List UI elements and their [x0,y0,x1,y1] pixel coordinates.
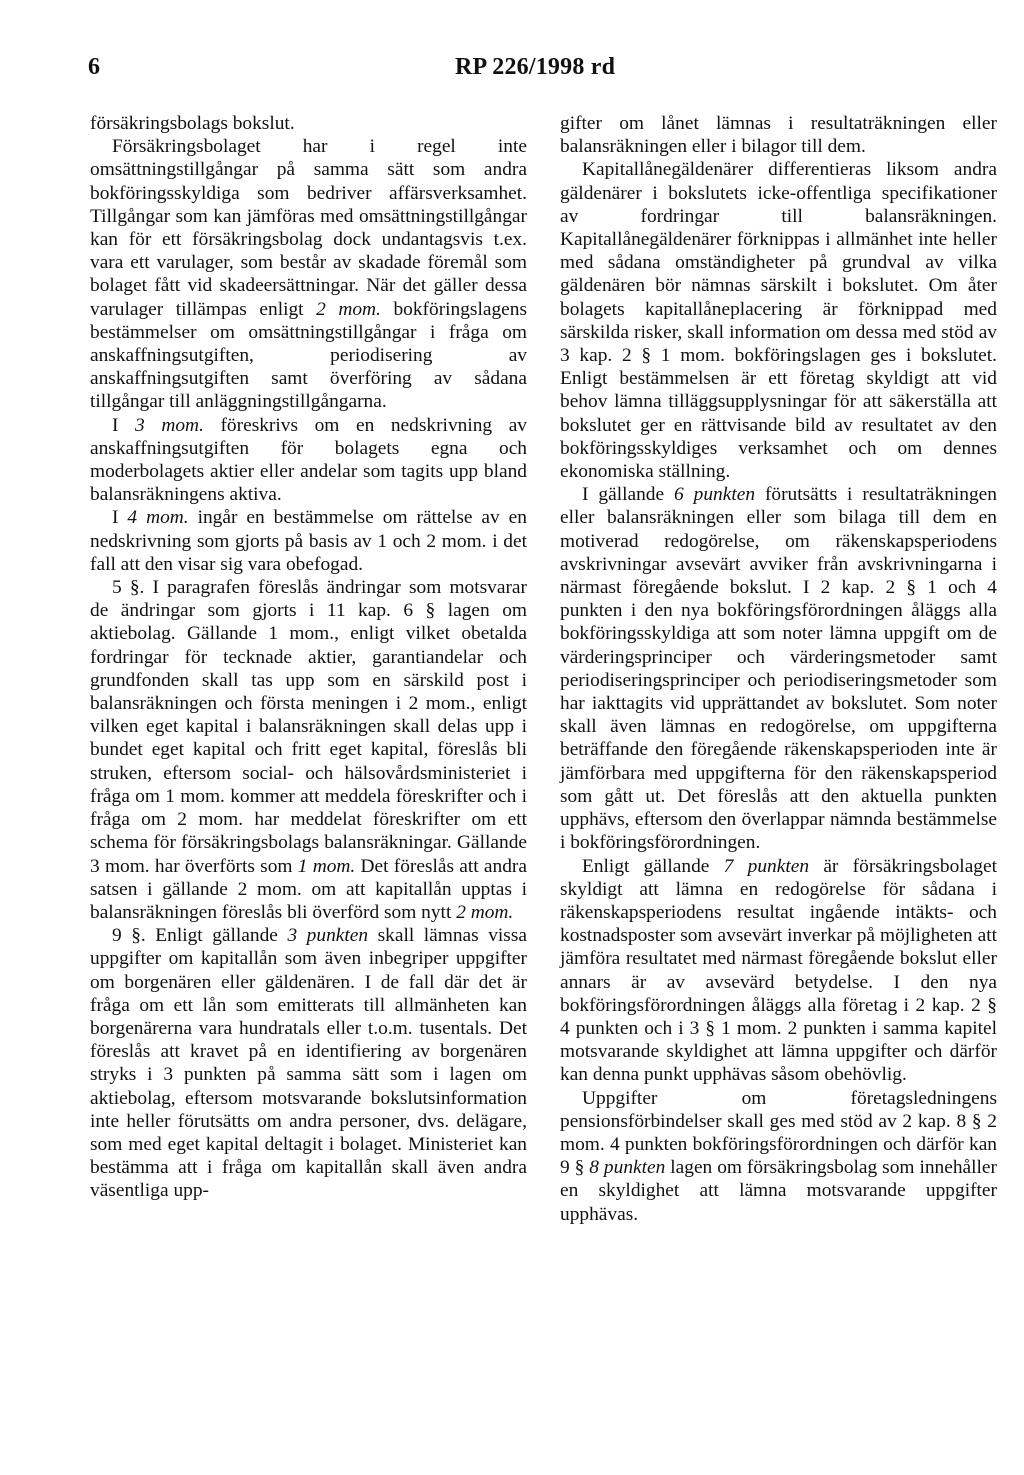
paragraph: gifter om lånet lämnas i resultaträkningen eller balansräkningen eller i bilagor till dem. [560,113,997,158]
paragraph: Försäkringsbolaget har i regel inte omsättningstillgångar på samma sätt som andra bokföringsskyldiga som bedriver affärsverksamhet. Tillgångar som kan jämföras med omsättningstillgångar kan för ett försäkringsbolag dock undantagsvis t.ex. vara ett varulager, som består av skadade föremål som bolaget fått vid skadeersättningar. När det gäller dessa varulager tillämpas enligt 2 mom. bokföringslagens bestämmelser om omsättningstillgångar i fråga om anskaffningsutgiften, periodisering av anskaffningsutgiften samt överföring av sådana tillgångar till anläggningstillgångarna. [90,136,528,413]
paragraph: Kapitallånegäldenärer differentieras liksom andra gäldenärer i bokslutets icke-offentliga specifikationer av fordringar till balansräkningen. Kapitallånegäldenärer förknippas i allmänhet inte heller med sådana omständigheter på grundval av vilka gäldenären bör nämnas särskilt i bokslutet. Om åter bolagets kapitallåneplacering är förknippad med särskilda risker, skall information om dessa med stöd av 3 kap. 2 § 1 mom. bokföringslagen ges i bokslutet. Enligt bestämmelsen är ett företag skyldigt att vid behov lämna tilläggsupplysningar för att säkerställa att bokslutet ger en rättvisande bild av resultatet av den bokföringsskyldiges verksamhet och om dennes ekonomiska ställning. [560,159,997,483]
paragraph: 9 §. Enligt gällande 3 punkten skall lämnas vissa uppgifter om kapitallån som även inbegriper uppgifter om borgenären eller gäldenären. I de fall där det är fråga om ett lån som emitterats till allmänheten kan borgenärerna vara hundratals eller t.o.m. tusentals. Det föreslås att kravet på en identifiering av borgenären stryks i 3 punkten på samma sätt som i lagen om aktiebolag, eftersom motsvarande bokslutsinformation inte heller förutsätts om andra personer, dvs. delägare, som med eget kapital deltagit i bolaget. Ministeriet kan bestämma att i fråga om kapitallån skall även andra väsentliga upp- [90,925,527,1202]
document-id: RP 226/1998 rd [455,54,616,80]
paragraph: 5 §. I paragrafen föreslås ändringar som motsvarar de ändringar som gjorts i 11 kap. 6 § lagen om aktiebolag. Gällande 1 mom., enligt vilket obetalda fordringar för tecknade aktier, garantiandelar och grundfonden skall tas upp som en särskild post i balansräkningen och första meningen i 2 mom., enligt vilken eget kapital i balansräkningen skall delas upp i bundet eget kapital och fritt eget kapital, föreslås bli struken, eftersom social- och hälsovårdsministeriet i fråga om 1 mom. kommer att meddela föreskrifter och i fråga om 2 mom. har meddelat föreskrifter om ett schema för försäkringsbolags balansräkningar. Gällande 3 mom. har överförts som 1 mom. Det föreslås att andra satsen i gällande 2 mom. om att kapitallån upptas i balansräkningen föreslås bli överförd som nytt 2 mom. [90,577,527,923]
paragraph: försäkringsbolags bokslut. [90,113,295,134]
left-column [90,112,527,1203]
paragraph: I 3 mom. föreskrivs om en nedskrivning av anskaffningsutgiften för bolagets egna och moderbolagets aktier eller andelar som tagits upp bland balansräkningens aktiva. [90,414,527,506]
paragraph: I gällande 6 punkten förutsätts i resultaträkningen eller balansräkningen eller som bilaga till dem en motiverad redogörelse, om räkenskapsperiodens avskrivningar avsevärt avviker från avskrivningarna i närmast föregående bokslut. I 2 kap. 2 § 1 och 4 punkten i den nya bokföringsförordningen åläggs alla bokföringsskyldiga att som noter lämna uppgift om de värderingsprinciper och värderingsmetoder samt periodiseringsprinciper och periodiseringsmetoder som har iakttagits vid upprättandet av bokslutet. Som noter skall även lämnas en redogörelse, om uppgifterna beträffande den föregående räkenskapsperioden inte är jämförbara med uppgifterna för den räkenskapsperiod som gått ut. Det föreslås att den aktuella punkten upphävs, eftersom den överlappar nämnda bestämmelse i bokföringsförordningen. [560,484,997,854]
paragraph: I 4 mom. ingår en bestämmelse om rättelse av en nedskrivning som gjorts på basis av 1 och 2 mom. i det fall att den visar sig vara obefogad. [90,507,527,575]
paragraph: Enligt gällande 7 punkten är försäkringsbolaget skyldigt att lämna en redogörelse för sådana i räkenskapsperiodens resultat ingående intäkts- och kostnadsposter som avsevärt inverkar på möjligheten att jämföra resultatet med närmast föregående bokslut eller annars är av avsevärd betydelse. I den nya bokföringsförordningen åläggs alla företag i 2 kap. 2 § 4 punkten och i 3 § 1 mom. 2 punkten i samma kapitel motsvarande skyldighet att lämna uppgifter och därför kan denna punkt upphävas såsom obehövlig. [560,855,997,1086]
right-column [560,112,997,1226]
page-number: 6 [88,54,100,80]
paragraph: Uppgifter om företagsledningens pensionsförbindelser skall ges med stöd av 2 kap. 8 § 2 mom. 4 punkten bokföringsförordningen och därför kan 9 § 8 punkten lagen om försäkringsbolag som innehåller en skyldighet att lämna motsvarande uppgifter upphävas. [560,1087,997,1225]
